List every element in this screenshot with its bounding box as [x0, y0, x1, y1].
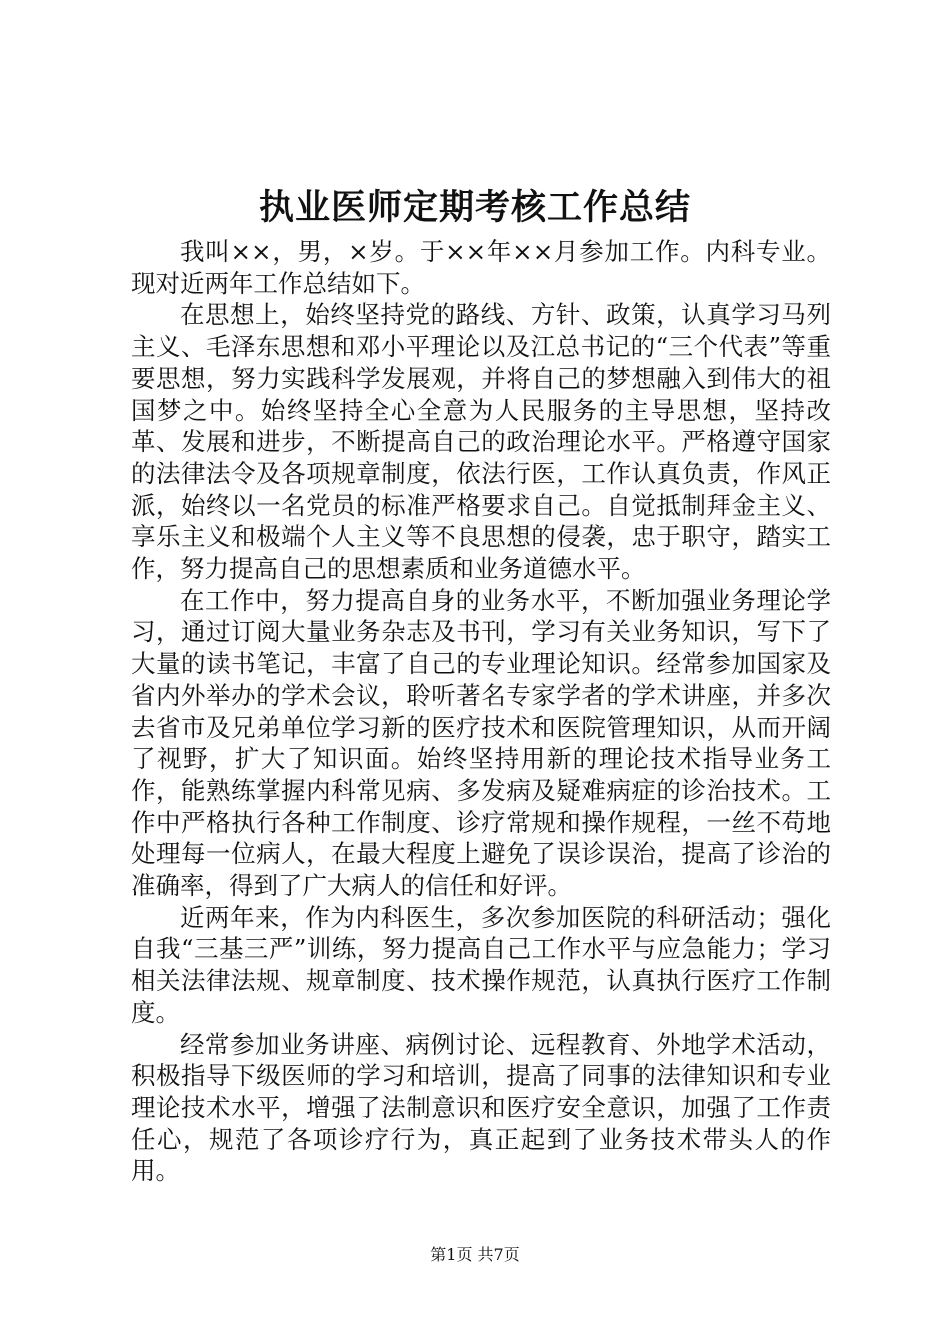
paragraph-training: 近两年来，作为内科医生，多次参加医院的科研活动；强化自我“三基三严”训练，努力提高自己工作水平与应急能力；学习相关法律法规、规章制度、技术操作规范，认真执行医疗工作制度。	[131, 902, 831, 1027]
paragraph-work: 在工作中，努力提高自身的业务水平，不断加强业务理论学习，通过订阅大量业务杂志及书刊，学习有关业务知识，写下了大量的读书笔记，丰富了自己的专业理论知识。经常参加国家及省内外举办的学术会议，聆听著名专家学者的学术讲座，并多次去省市及兄弟单位学习新的医疗技术和医院管理知识，从而开阔了视野，扩大了知识面。始终坚持用新的理论技术指导业务工作，能熟练掌握内科常见病、多发病及疑难病症的诊治技术。工作中严格执行各种工作制度、诊疗常规和操作规程，一丝不苟地处理每一位病人，在最大程度上避免了误诊误治，提高了诊治的准确率，得到了广大病人的信任和好评。	[131, 585, 831, 901]
page-title: 执业医师定期考核工作总结	[258, 187, 691, 228]
paragraph-intro: 我叫××，男，×岁。于××年××月参加工作。内科专业。现对近两年工作总结如下。	[131, 237, 831, 298]
paragraph-ideology: 在思想上，始终坚持党的路线、方针、政策，认真学习马列主义、毛泽东思想和邓小平理论以及江总书记的“三个代表”等重要思想，努力实践科学发展观，并将自己的梦想融入到伟大的祖国梦之中。始终坚持全心全意为人民服务的主导思想，坚持改革、发展和进步，不断提高自己的政治理论水平。严格遵守国家的法律法令及各项规章制度，依法行医，工作认真负责，作风正派，始终以一名党员的标准严格要求自己。自觉抵制拜金主义、享乐主义和极端个人主义等不良思想的侵袭，忠于职守，踏实工作，努力提高自己的思想素质和业务道德水平。	[131, 300, 831, 584]
paragraph-teaching: 经常参加业务讲座、病例讨论、远程教育、外地学术活动，积极指导下级医师的学习和培训，提高了同事的法律知识和专业理论技术水平，增强了法制意识和医疗安全意识，加强了工作责任心，规范了各项诊疗行为，真正起到了业务技术带头人的作用。	[131, 1029, 831, 1186]
document-body	[131, 236, 831, 1187]
page-number-footer: 第1页 共7页	[430, 1245, 520, 1264]
